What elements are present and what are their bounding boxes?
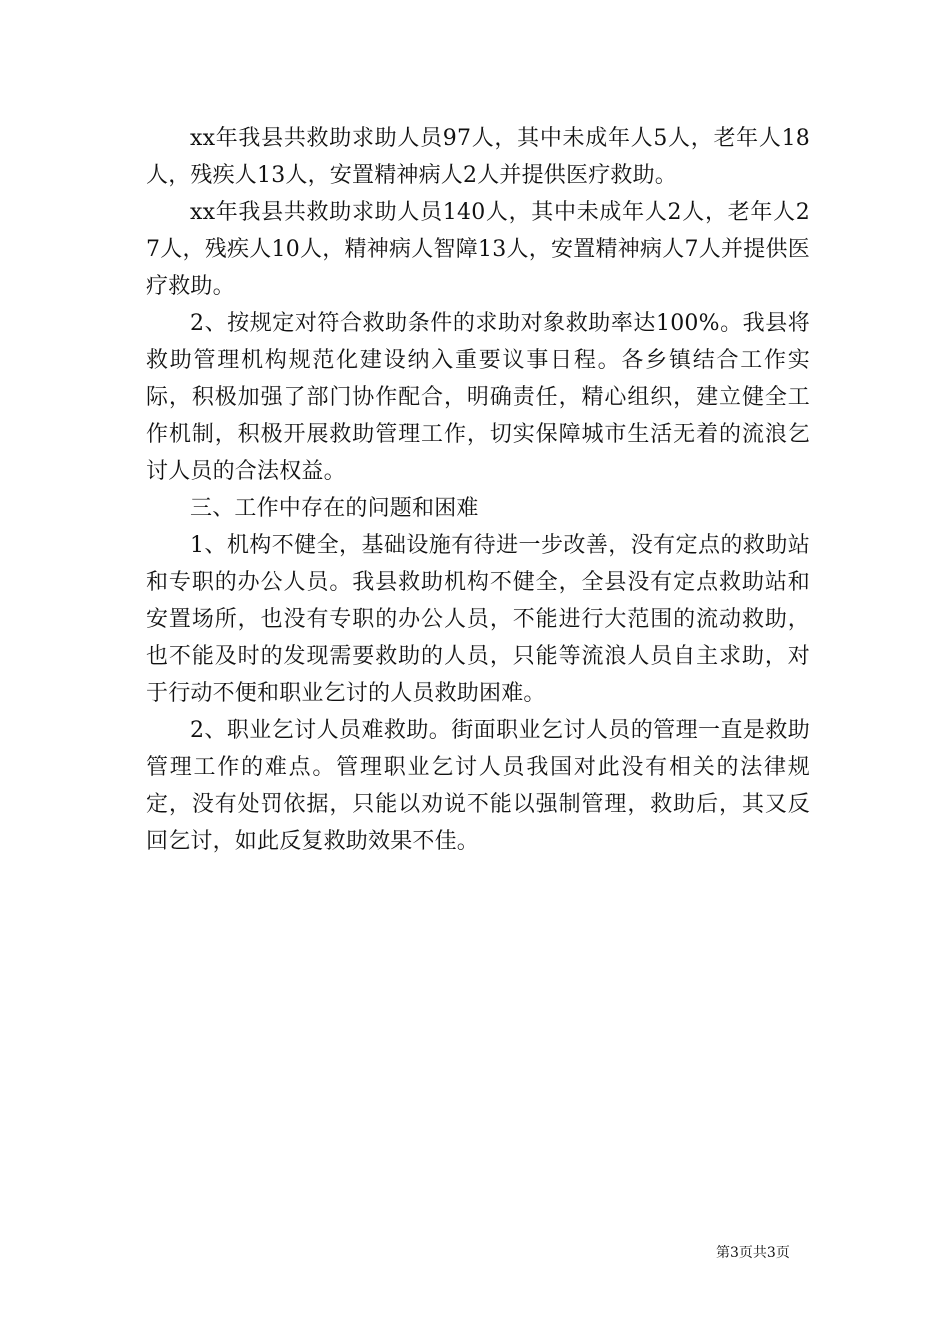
page-number-footer: 第3页共3页 — [716, 1245, 790, 1261]
paragraph-2015-stats: xx年我县共救助求助人员97人，其中未成年人5人，老年人18人，残疾人13人，安置精神病人2人并提供医疗救助。 — [146, 126, 810, 188]
paragraph-professional-beggars: 2、职业乞讨人员难救助。街面职业乞讨人员的管理一直是救助管理工作的难点。管理职业乞讨人员我国对此没有相关的法律规定，没有处罚依据，只能以劝说不能以强制管理，救助后，其又反回乞讨，如此反复救助效果不佳。 — [146, 718, 810, 854]
paragraph-2016-stats: xx年我县共救助求助人员140人，其中未成年人2人，老年人27人，残疾人10人，精神病人智障13人，安置精神病人7人并提供医疗救助。 — [146, 200, 810, 299]
document-body — [146, 120, 810, 860]
paragraph-institution-issue: 1、机构不健全，基础设施有待进一步改善，没有定点的救助站和专职的办公人员。我县救助机构不健全，全县没有定点救助站和安置场所，也没有专职的办公人员，不能进行大范围的流动救助，也不能及时的发现需要救助的人员，只能等流浪人员自主求助，对于行动不便和职业乞讨的人员救助困难。 — [146, 533, 810, 706]
section-heading-problems: 三、工作中存在的问题和困难 — [190, 496, 479, 521]
paragraph-rescue-rate: 2、按规定对符合救助条件的求助对象救助率达100%。我县将救助管理机构规范化建设纳入重要议事日程。各乡镇结合工作实际，积极加强了部门协作配合，明确责任，精心组织，建立健全工作机制，积极开展救助管理工作，切实保障城市生活无着的流浪乞讨人员的合法权益。 — [146, 311, 810, 484]
